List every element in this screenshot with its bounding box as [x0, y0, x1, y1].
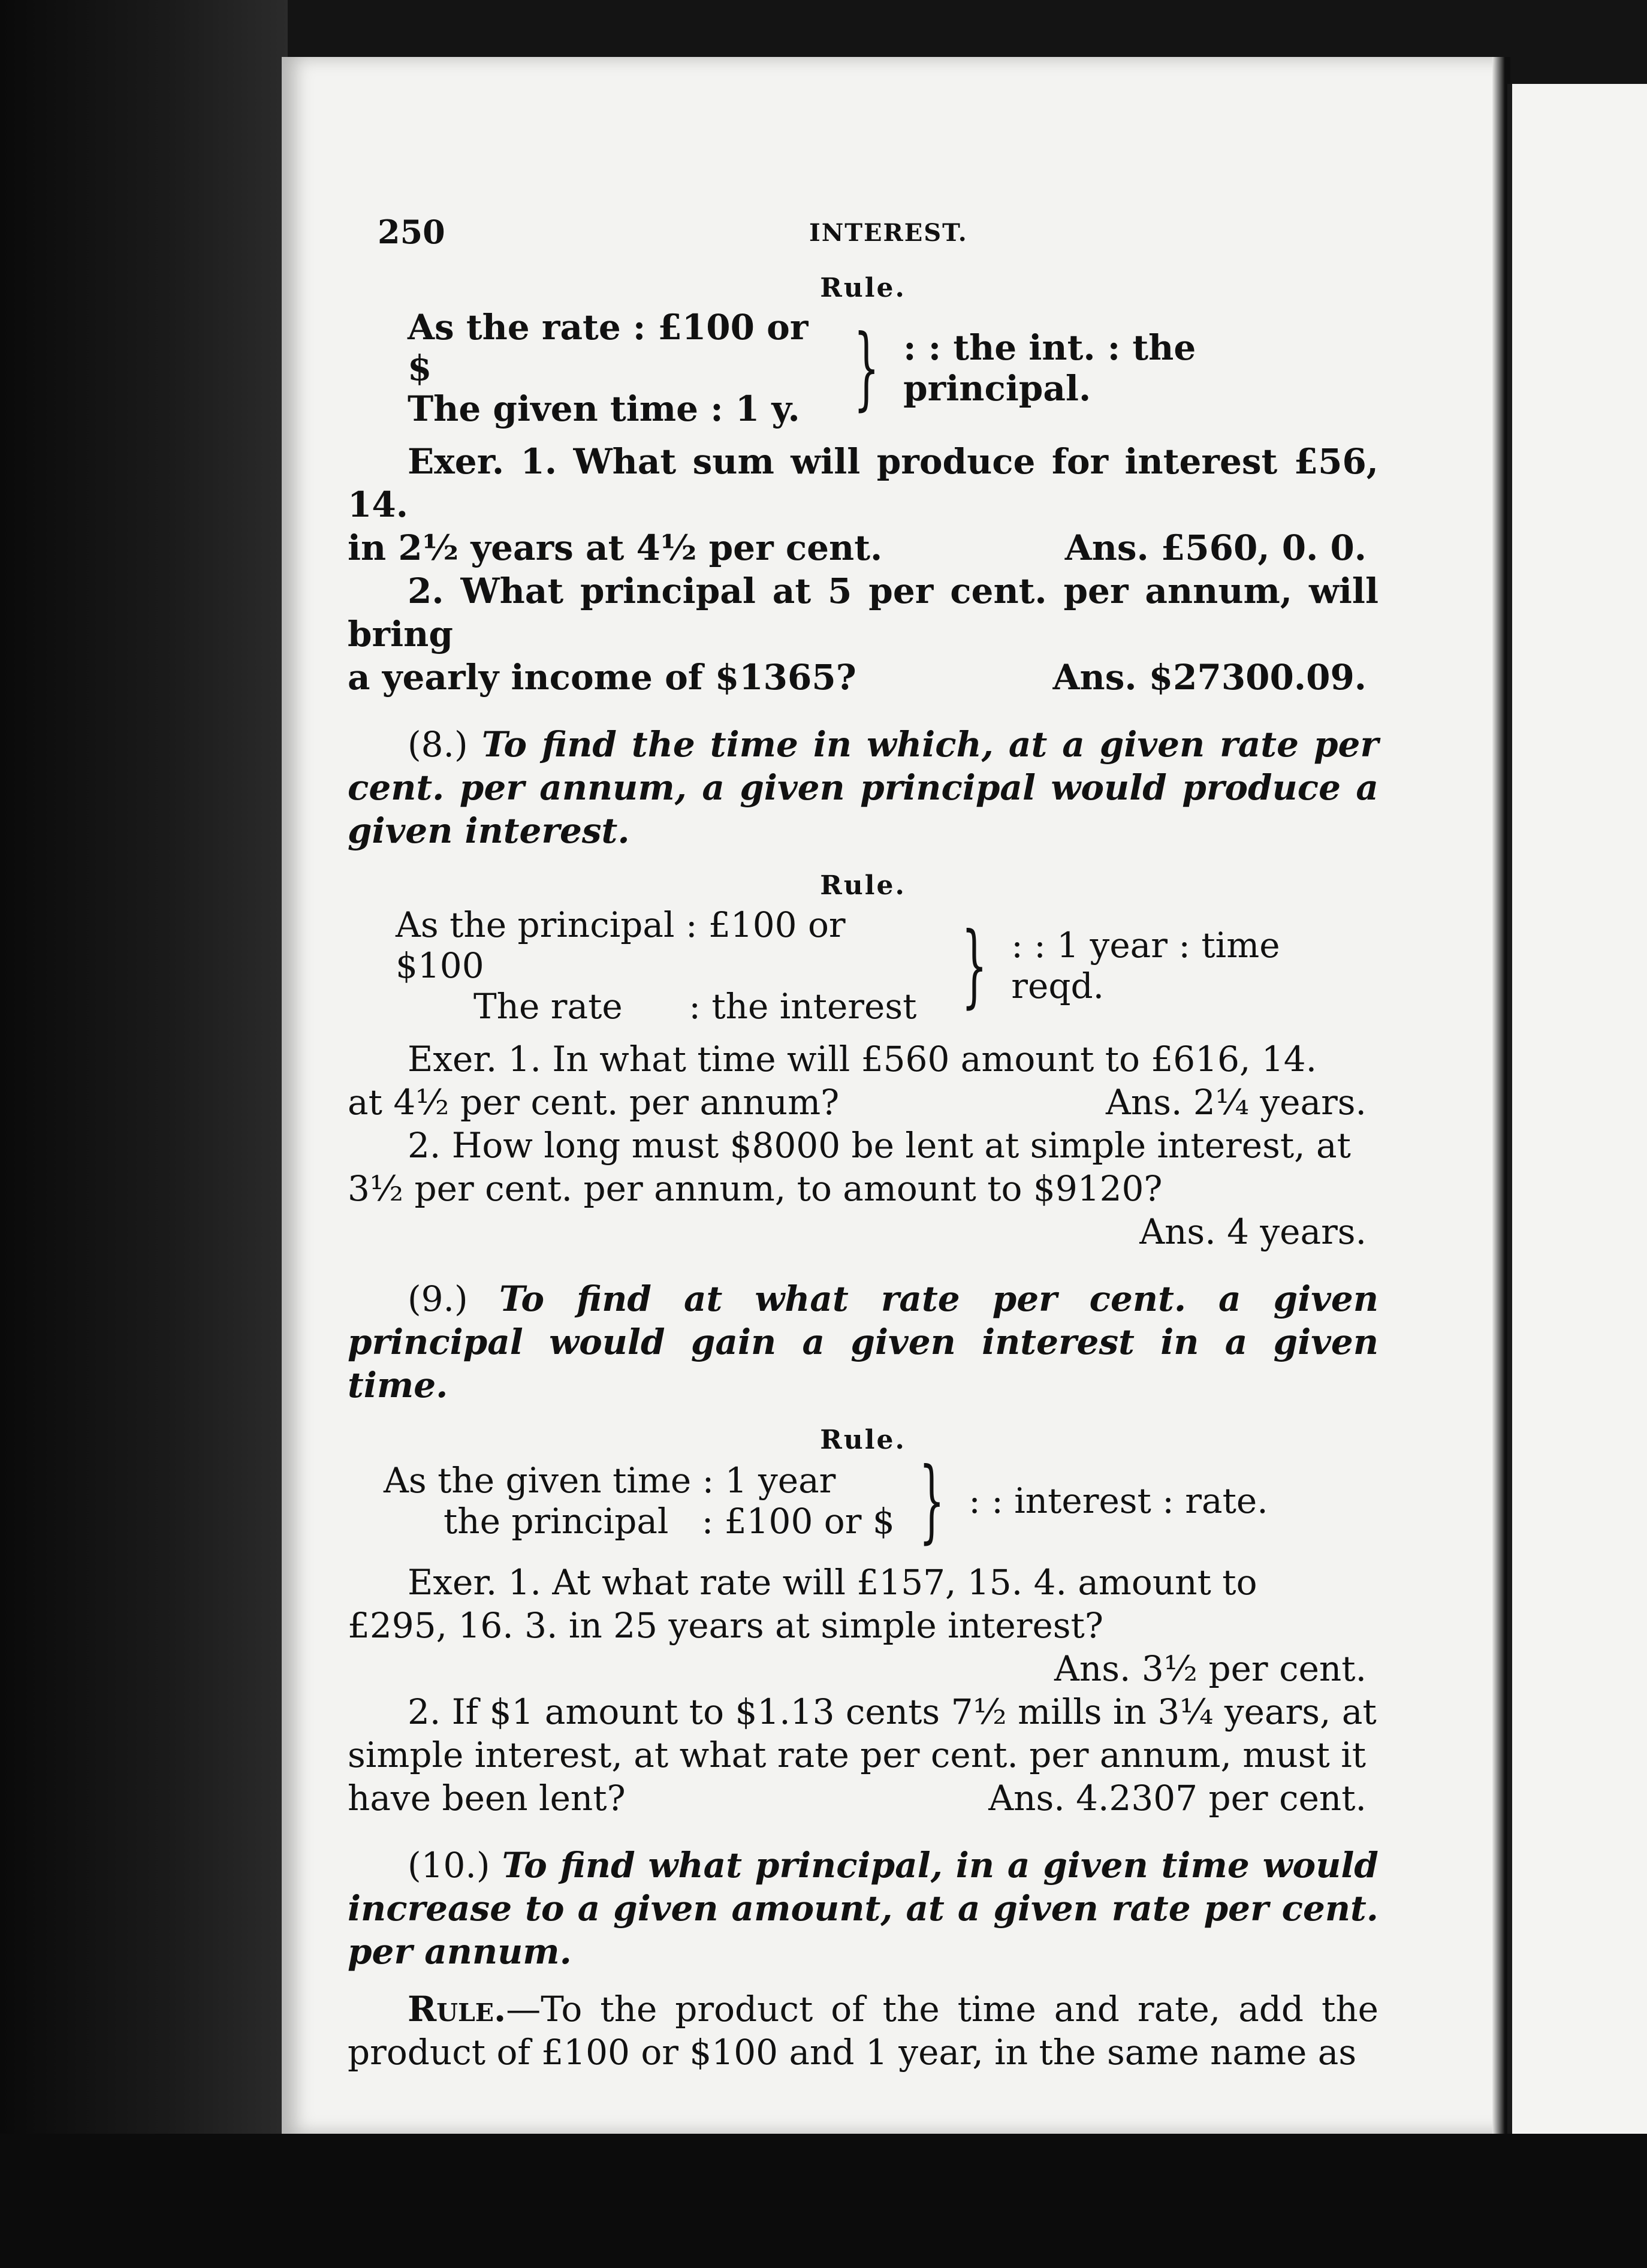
exercise-1-text: in 2½ years at 4½ per cent.: [348, 527, 883, 568]
rule-line-2: The rate : the interest: [473, 986, 917, 1027]
brace-glyph: }: [919, 1449, 945, 1553]
exercise-1-text: at 4½ per cent. per annum?: [348, 1082, 840, 1123]
exercise-2-text: a yearly income of $1365?: [348, 657, 856, 698]
rule-line-2: The given time : 1 y.: [408, 388, 800, 429]
rule-paragraph: [348, 1987, 1378, 2074]
section-title: To find at what rate per cent. a given principal would gain a given interest in a given time.: [348, 1278, 1379, 1406]
exercise-2-answer: Ans. $27300.09.: [1052, 657, 1367, 698]
rule-title: Rule.: [820, 273, 906, 303]
exercise-1-answer: Ans. 2¼ years.: [1105, 1082, 1367, 1123]
running-head: INTEREST.: [809, 219, 968, 247]
section-heading: [348, 1277, 1378, 1407]
exercises: [348, 1561, 1378, 1820]
rule-title: Rule.: [820, 1425, 906, 1455]
section-heading: [348, 723, 1378, 852]
page-header: [348, 213, 1378, 273]
rule-proportion: [348, 904, 1378, 1027]
exercise-2-line-1: 2. What principal at 5 per cent. per annum, will bring: [348, 571, 1378, 655]
rule-line-1: As the given time : 1 year: [384, 1460, 836, 1501]
rule-title: Rule.: [820, 870, 906, 901]
exercise-1-answer: Ans. 3½ per cent.: [1054, 1648, 1367, 1689]
rule-proportion: [348, 1449, 1378, 1553]
rule-line-1: As the rate : £100 or $: [408, 307, 809, 388]
exercises: [348, 1038, 1378, 1253]
section-title: To find the time in which, at a given rate per cent. per annum, a given principal would produce a given interest.: [348, 724, 1379, 851]
exercise-2-text: have been lent?: [348, 1778, 626, 1818]
section-10: [348, 1844, 1378, 2074]
section-rule-principal: [348, 273, 1378, 699]
exercise-2-line-2: [348, 656, 1378, 699]
rule-proportion: [348, 307, 1378, 429]
exercise-1-line-1: Exer. 1. At what rate will £157, 15. 4. amount to: [408, 1562, 1257, 1603]
exercise-1-answer: Ans. £560, 0. 0.: [1064, 527, 1367, 568]
rule-text: —To the product of the time and rate, add the product of £100 or $100 and 1 year, in the same name as: [348, 1989, 1378, 2073]
section-8: [348, 723, 1378, 1253]
exercise-2-line-3: [348, 1777, 1378, 1820]
rule-line-1: As the principal : £100 or $100: [396, 904, 846, 986]
section-number: (8.): [408, 724, 468, 765]
brace-glyph: }: [961, 913, 988, 1018]
rule-result: : : 1 year : time reqd.: [1011, 925, 1280, 1006]
page-number: 250: [378, 213, 445, 251]
section-heading: [348, 1844, 1378, 1973]
rule-lead: Rule.: [408, 1989, 506, 2029]
section-number: (10.): [408, 1845, 490, 1886]
page-text: [348, 213, 1378, 2074]
adjacent-page-edge: [1507, 84, 1647, 2134]
exercise-2-line-1: 2. How long must $8000 be lent at simple interest, at: [408, 1125, 1351, 1166]
exercise-2-line-2: 3½ per cent. per annum, to amount to $9120?: [348, 1168, 1163, 1209]
exercise-1-line-1: Exer. 1. In what time will £560 amount to £616, 14.: [408, 1039, 1317, 1079]
exercises: [348, 440, 1378, 699]
exercise-2-answer: Ans. 4.2307 per cent.: [988, 1778, 1367, 1818]
section-9: [348, 1277, 1378, 1820]
exercise-1-line-2: [348, 526, 1378, 569]
rule-result: : : the int. : the principal.: [903, 327, 1196, 409]
rule-result: : : interest : rate.: [969, 1480, 1268, 1521]
section-number: (9.): [408, 1278, 468, 1319]
exercise-1-line-2: [348, 1081, 1378, 1124]
rule-line-2: the principal : £100 or $: [444, 1501, 895, 1542]
exercise-2-answer: Ans. 4 years.: [1139, 1211, 1367, 1252]
exercise-1-line-2: £295, 16. 3. in 25 years at simple interest?: [348, 1605, 1103, 1646]
scan-dark-margin-left: [0, 0, 288, 2268]
exercise-2-line-2: simple interest, at what rate per cent. per annum, must it: [348, 1735, 1367, 1775]
brace-glyph: }: [853, 316, 879, 420]
section-title: To find what principal, in a given time would increase to a given amount, at a given rate per cent. per annum.: [348, 1845, 1378, 1972]
exercise-1-line-1: Exer. 1. What sum will produce for interest £56, 14.: [348, 441, 1378, 525]
exercise-2-line-1: 2. If $1 amount to $1.13 cents 7½ mills in 3¼ years, at: [408, 1691, 1377, 1732]
scan-dark-margin-bottom: [0, 2134, 1647, 2268]
